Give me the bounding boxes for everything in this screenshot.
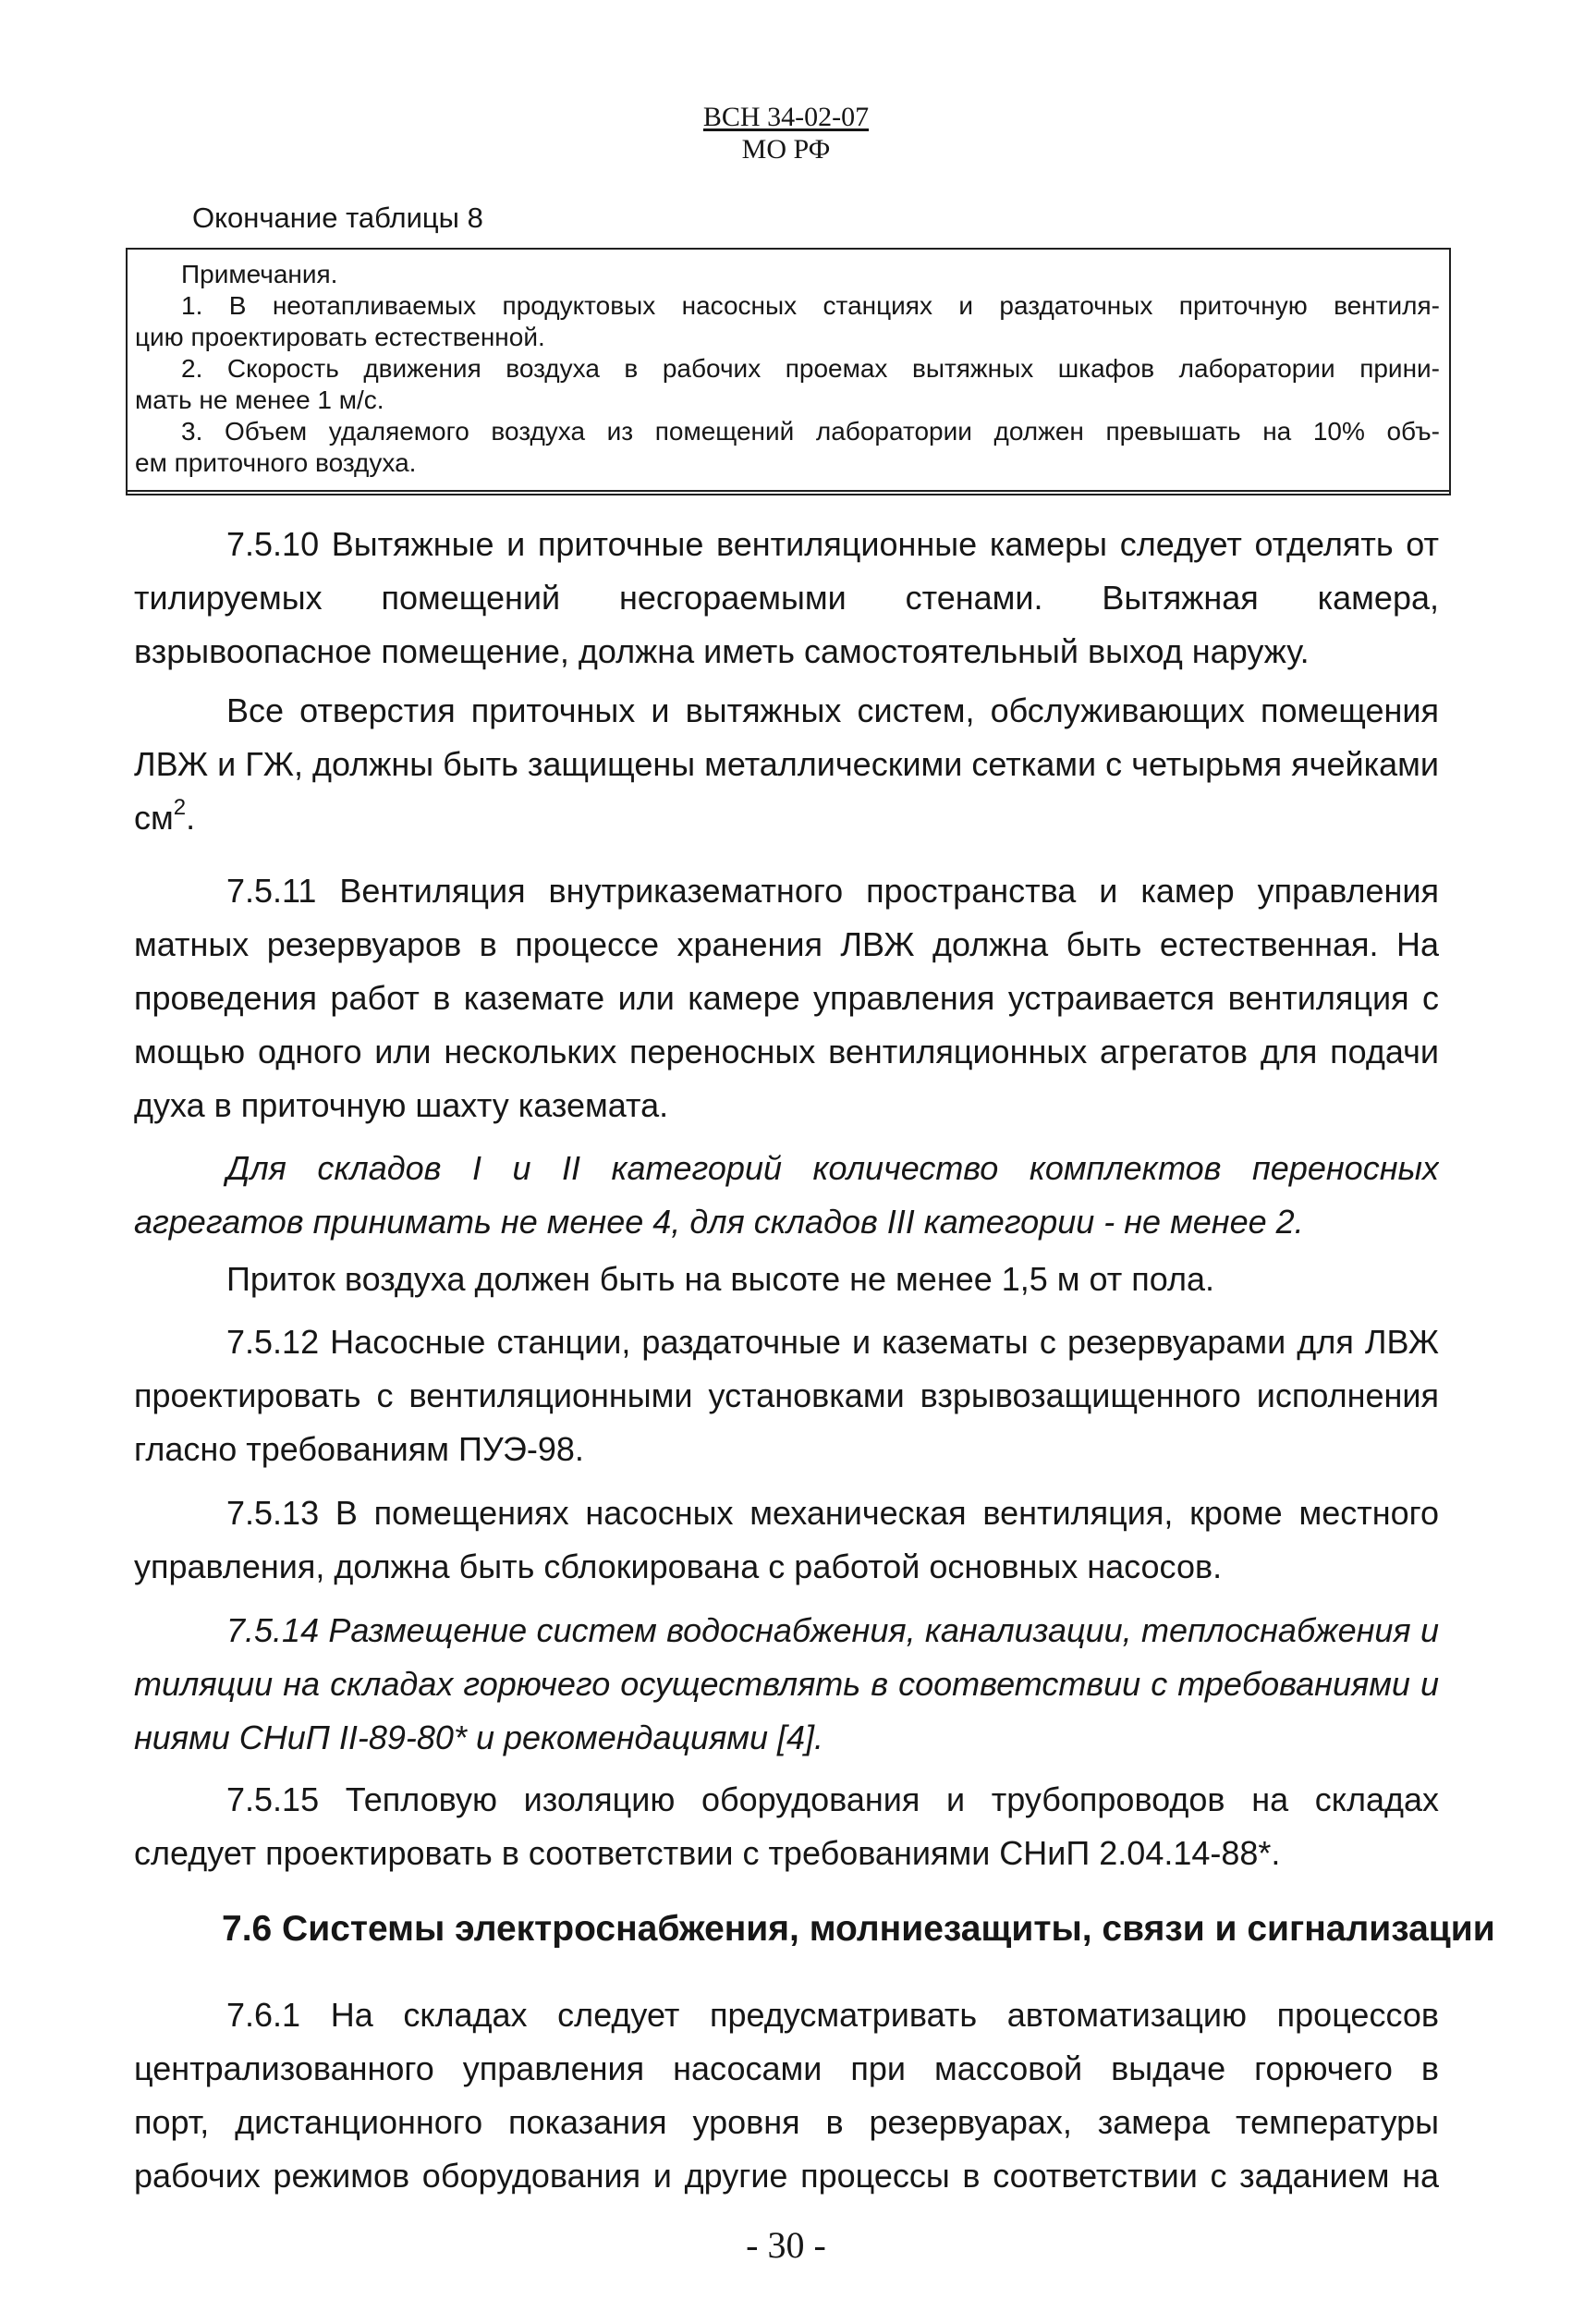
text-line: 7.5.10 Вытяжные и приточные вентиляционные камеры следует отделять от — [226, 525, 1439, 563]
organization: МО РФ — [741, 134, 831, 165]
paragraph-7-6-1 — [134, 1988, 1439, 2203]
text-line: 7.5.15 Тепловую изоляцию оборудования и трубопроводов на складах — [226, 1780, 1439, 1818]
text-line: взрывоопасное помещение, должна иметь самостоятельный выход наружу. — [134, 632, 1310, 670]
paragraph-7-5-14 — [134, 1604, 1439, 1765]
text-line: гласно требованиям ПУЭ-98. — [134, 1430, 584, 1468]
text-line: 7.5.14 Размещение систем водоснабжения, канализации, теплоснабжения и — [226, 1611, 1439, 1649]
notes-title: Примечания. — [181, 260, 338, 288]
note-line: 2. Скорость движения воздуха в рабочих проемах вытяжных шкафов лаборатории прини- — [181, 354, 1440, 383]
text-line: централизованного управления насосами при массовой выдаче горючего в — [134, 2049, 1439, 2087]
text-line: следует проектировать в соответствии с требованиями СНиП 2.04.14-88*. — [134, 1834, 1281, 1872]
paragraph-7-5-11 — [134, 864, 1439, 1132]
text-line: 7.5.13 В помещениях насосных механическая вентиляция, кроме местного — [226, 1494, 1439, 1532]
text-line: матных резервуаров в процессе хранения ЛВЖ должна быть естественная. На — [134, 925, 1439, 963]
text-line: ниями СНиП II-89-80* и рекомендациями [4]. — [134, 1719, 824, 1756]
text-line: тиляции на складах горючего осуществлять в соответствии с требованиями и — [134, 1665, 1439, 1703]
unit-text: см — [134, 799, 174, 837]
document-code: ВСН 34-02-07 — [702, 102, 870, 132]
paragraph-7-5-10 — [134, 518, 1439, 679]
paragraph-7-5-12 — [134, 1315, 1439, 1476]
note-line: мать не менее 1 м/с. — [135, 385, 384, 414]
note-line: цию проектировать естественной. — [135, 323, 545, 351]
note-line: 3. Объем удаляемого воздуха из помещений лаборатории должен превышать на 10% объ- — [181, 417, 1440, 446]
text-line: Все отверстия приточных и вытяжных систем, обслуживающих помещения — [226, 691, 1439, 729]
text-line: 7.5.12 Насосные станции, раздаточные и казематы с резервуарами для ЛВЖ — [226, 1323, 1439, 1361]
note-line: 1. В неотапливаемых продуктовых насосных станциях и раздаточных приточную вентиля- — [181, 291, 1440, 320]
note-line: ем приточного воздуха. — [135, 448, 417, 477]
unit-superscript: 2 — [173, 795, 187, 820]
text-line: 7.6.1 На складах следует предусматривать автоматизацию процессов — [226, 1996, 1439, 2034]
paragraph-openings — [134, 684, 1439, 845]
text-line: проектировать с вентиляционными установками взрывозащищенного исполнения — [134, 1376, 1439, 1414]
paragraph-7-5-15 — [134, 1773, 1439, 1880]
notes-bottom-rule — [128, 490, 1449, 492]
text-line: тилируемых помещений несгораемыми стенами. Вытяжная камера, — [134, 579, 1439, 617]
text-line: 7.5.11 Вентиляция внутриказематного пространства и камер управления — [226, 872, 1439, 910]
text-line — [134, 791, 1439, 845]
period-text: . — [186, 799, 196, 837]
paragraph-warehouses — [134, 1142, 1439, 1249]
paragraph-air-intake — [134, 1253, 1439, 1306]
text-line: рабочих режимов оборудования и другие процессы в соответствии с заданием на — [134, 2157, 1439, 2195]
page-number: - 30 - — [746, 2224, 826, 2266]
text-line: агрегатов принимать не менее 4, для складов III категории - не менее 2. — [134, 1203, 1304, 1241]
text-line: порт, дистанционного показания уровня в резервуарах, замера температуры — [134, 2103, 1439, 2141]
table-caption: Окончание таблицы 8 — [192, 202, 483, 234]
text-line: мощью одного или нескольких переносных вентиляционных агрегатов для подачи — [134, 1033, 1439, 1070]
text-line: ЛВЖ и ГЖ, должны быть защищены металлическими сетками с четырьмя ячейками — [134, 745, 1439, 783]
text-line: Приток воздуха должен быть на высоте не менее 1,5 м от пола. — [226, 1260, 1215, 1298]
text-line: управления, должна быть сблокирована с работой основных насосов. — [134, 1547, 1223, 1585]
text-line: Для складов I и II категорий количество комплектов переносных — [226, 1149, 1439, 1187]
paragraph-7-5-13 — [134, 1486, 1439, 1594]
section-heading-7-6: 7.6 Системы электроснабжения, молниезащиты, связи и сигнализации — [222, 1909, 1495, 1949]
text-line: проведения работ в каземате или камере управления устраивается вентиляция с — [134, 979, 1439, 1017]
text-line: духа в приточную шахту каземата. — [134, 1086, 669, 1124]
notes-table — [126, 248, 1451, 495]
